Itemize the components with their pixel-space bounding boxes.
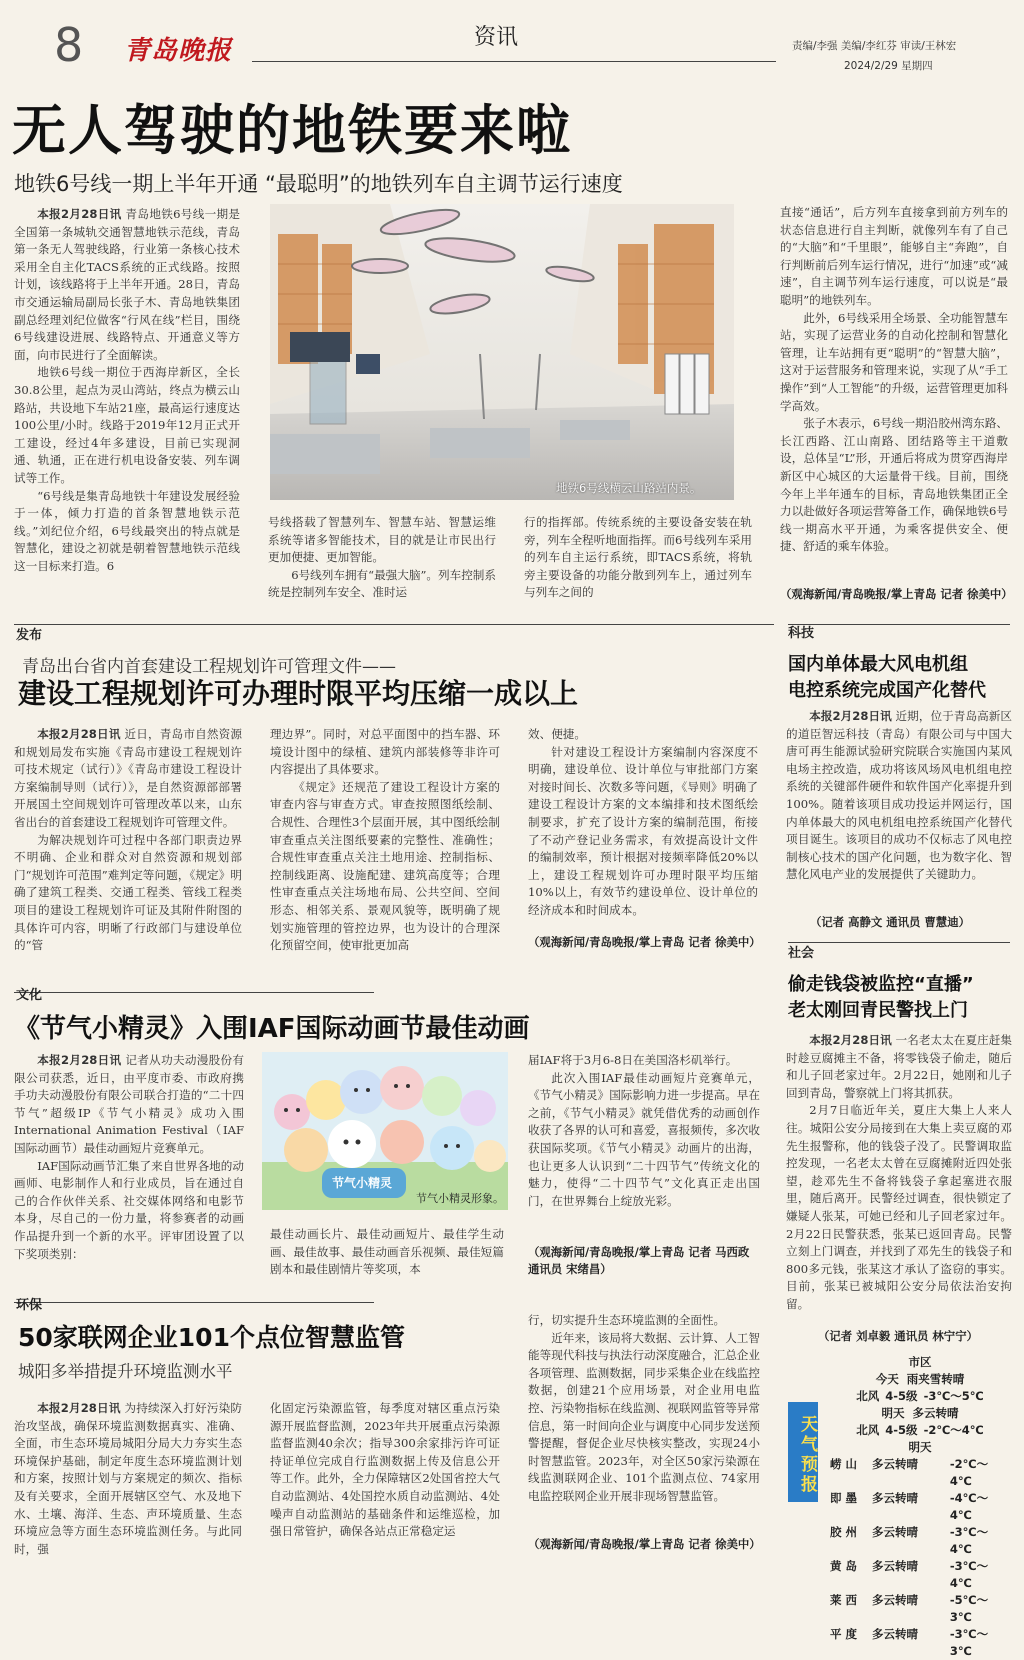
culture-column-2: 最佳动画长片、最佳动画短片、最佳学生动画、最佳故事、最佳动画音乐视频、最佳短篇剧本和最佳剧情片等奖项，本 — [270, 1227, 504, 1277]
society-headline-1: 偷走钱袋被监控“直播” — [788, 974, 974, 995]
weather-label: 天气预报 — [788, 1402, 818, 1502]
animation-logo: 节气小精灵 — [332, 1176, 393, 1190]
section-env: 环保 — [16, 1298, 43, 1313]
culture-photo-caption: 节气小精灵形象。 — [416, 1192, 504, 1205]
tech-headline-2: 电控系统完成国产化替代 — [788, 680, 986, 701]
tech-headline-1: 国内单体最大风电机组 — [788, 654, 968, 675]
lead-column-4: 直接“通话”，后方列车直接拿到前方列车的状态信息进行自主判断，就像列车有了自己的“大脑”和“千里眼”，能够自主“奔跑”，自行判断前后列车运行情况，进行“加速”或“减速”，自主调节列车运行速度，可以说是“最聪明”的地铁列车。 此外，6号线采用全场景、全功能智慧车站，实现了运营业务的自动化控制和智慧化管理，让车站拥有更“聪明”的“智慧大脑”，这对于运营服务和管理来说，实现了从“手工操作”到“人工智能”的升级，运营管理更加科学高效。 张子木表示，6号线一期沿胶州湾东路、长江西路、江山南路、团结路等主干道敷设，总体呈“L”形，开通后将成为贯穿西海岸新区中心城区的大运量骨干线。目前，围绕今年上半年通车的目标，青岛地铁集团正全力以赴做好各项运营筹备工作，确保地铁6号线一期高水平开通，为乘客提供安全、便捷、舒适的乘车体验。 — [780, 205, 1008, 554]
masthead-rule — [252, 61, 776, 62]
section-culture: 文化 — [16, 988, 43, 1003]
newspaper-logo: 青岛晚报 — [124, 36, 233, 66]
lead-subheadline: 地铁6号线一期上半年开通 “最聪明”的地铁列车自主调节运行速度 — [14, 172, 623, 196]
env-column-2: 化固定污染源监管，每季度对辖区重点污染源开展监督监测，2023年共开展重点污染源监督监测40余次；指导300余家排污许可证持证单位完成自行监测数据上传及信息公开等工作。此外，全力保障辖区2处国省控大气自动监测站、4处国控水质自动监测站、4处噪声自动监测站的基础条件和运维巡检，加强日常管护，确保各站点正常稳定运 — [270, 1401, 500, 1539]
env-credit: （观海新闻/青岛晚报/掌上青岛 记者 徐美中） — [528, 1537, 761, 1551]
society-credit: （记者 刘卓毅 通讯员 林宁宁） — [818, 1329, 978, 1343]
section-release: 发布 — [16, 628, 43, 643]
lead-column-1: 本报2月28日讯 青岛地铁6号线一期是全国第一条城轨交通智慧地铁示范线，青岛第一条无人驾驶线路，行业第一条核心技术采用全自主化TACS系统的正式线路。按照计划，该线路将于上半年开通。28日，青岛市交通运输局副局长张子木、青岛地铁集团副总经理刘纪位做客“行风在线”栏目，围绕6号线建设进展、线路特点、开通意义等方面，向市民进行了全面解读。 地铁6号线一期位于西海岸新区，全长30.8公里，起点为灵山湾站，终点为横云山路站，共设地下车站21座，最高运行速度达100公里/小时。线路于2019年12月正式开工建设，经过4年多建设，目前已实现洞通、轨通，正在进行机电设备安装、列车调试等工作。 “6号线是集青岛地铁十年建设发展经验于一体，倾力打造的首条智慧地铁示范线。”刘纪位介绍，6号线最突出的特点就是智慧化，建设之初就是朝着智慧地铁示范线这一目标来打造。6 — [14, 207, 240, 573]
culture-credit: （观海新闻/青岛晚报/掌上青岛 记者 马西政 通讯员 宋绪昌） — [528, 1245, 750, 1276]
env-column-1: 本报2月28日讯 为持续深入打好污染防治攻坚战，确保环境监测数据真实、准确、全面，市生态环境局城阳分局大力夯实生态环境保护基础，制定年度生态环境监测计划和方案，按照计划与方案规定的频次、指标及有关要求，全面开展辖区空气、水及地下水、土壤、海洋、生态、声环境质量、生态环境应急等方面生态环境监测任务。与此同时，强 — [14, 1401, 242, 1556]
date-line: 2024/2/29 星期四 — [844, 60, 933, 72]
society-body: 本报2月28日讯 一名老太太在夏庄赶集时趁豆腐摊主不备，将零钱袋子偷走，随后和儿子回老家过年。2月22日，她刚和儿子回到青岛，警察就上门将其抓获。 2月7日临近年关，夏庄大集上人来人往。城阳公安分局接到在大集上卖豆腐的邓先生报警称，他的钱袋子没了。民警调取监控发现，一名老太太曾在豆腐摊附近四处张望，趁邓先生不备将钱袋子拿起塞进衣服里，随后离开。民警经过调查，很快锁定了嫌疑人张某，可她已经和儿子回老家过年。2月22日民警获悉，张某已返回青岛。民警立刻上门调查，并找到了邓先生的钱袋子和800多元钱，张某这才承认了盗窃的事实。目前，张某已被城阳公安分局依法治安拘留。 — [786, 1033, 1012, 1311]
dateline: 本报2月28日讯 — [37, 207, 122, 221]
culture-column-1: 本报2月28日讯 记者从功夫动漫股份有限公司获悉，近日，由平度市委、市政府携手功夫动漫股份有限公司联合打造的“二十四节气”超级IP《节气小精灵》成功入围International Animation Festival（IAF国际动画节）最佳动画短片竞赛单元。 IAF国际动画节汇集了来自世界各地的动画师、电影制作人和行业成员，旨在通过自己的合作伙伴关系、社交媒体网络和电影节本身，尽自己的一份力量，将参赛者的动画作品提升到一个新的水平。评审团设置了以下奖项类别： — [14, 1053, 244, 1261]
weather-city-title: 市区 — [908, 1355, 932, 1369]
lead-headline: 无人驾驶的地铁要来啦 — [12, 99, 572, 162]
animation-photo — [262, 1052, 508, 1210]
env-kicker: 城阳多举措提升环境监测水平 — [18, 1362, 233, 1381]
weather-district-row: 胶 州 多云转晴 -3℃～4℃ — [830, 1525, 989, 1556]
tech-body: 本报2月28日讯 近期，位于青岛高新区的道臣智远科技（青岛）有限公司与中国大唐可再生能源试验研究院联合实施国内某风电场主控改造，成功将该风场风电机组电控系统的关键部件硬件和软件国产化率提升到100%。随着该项目成功投运并网运行，国内单体最大的风电机组电控系统国产化替代项目诞生。该项目的成功不仅标志了风电控制核心技术的国产化问题，也为数字化、智慧化风电产业的发展提供了关键助力。 — [786, 709, 1012, 882]
weather-district-row: 平 度 多云转晴 -3℃～3℃ — [830, 1627, 989, 1658]
tech-credit: （记者 高静文 通讯员 曹慧迪） — [810, 915, 970, 929]
culture-column-3: 届IAF将于3月6-8日在美国洛杉矶举行。 此次入围IAF最佳动画短片竞赛单元，《节气小精灵》国际影响力进一步提高。早在之前，《节气小精灵》就凭借优秀的动画创作收获了各界的认可和喜爱，喜报频传，多次收获国际奖项。《节气小精灵》动画片的出海，也让更多人认识到“二十四节气”传统文化的魅力，使得“二十四节气”文化真正走出国门，在世界舞台上绽放光彩。 — [528, 1053, 760, 1208]
weather-city-block: 市区 今天 雨夹雪转晴 北风 4-5级 -3℃～5℃ 明天 多云转晴 北风 4-5级 -2℃～4℃ 明天 — [856, 1355, 984, 1454]
lead-photo-caption: 地铁6号线横云山路站内景。 — [556, 481, 702, 495]
lead-column-3: 行的指挥部。传统系统的主要设备安装在轨旁，列车全程听地面指挥。而6号线列车采用的列车自主运行系统，即TACS系统，将轨旁主要设备的功能分散到列车上，通过列车与列车之间的 — [524, 515, 752, 600]
society-headline-2: 老太刚回青民警找上门 — [788, 1000, 968, 1021]
weather-district-row: 即 墨 多云转晴 -4℃～4℃ — [830, 1491, 989, 1522]
section-title: 资讯 — [474, 25, 519, 50]
metro-station-photo — [270, 204, 734, 500]
lead-credit: （观海新闻/青岛晚报/掌上青岛 记者 徐美中） — [780, 587, 1013, 601]
release-headline: 建设工程规划许可办理时限平均压缩一成以上 — [18, 677, 579, 710]
weather-district-row: 崂 山 多云转晴 -2℃～4℃ — [830, 1457, 989, 1488]
page-number: 8 — [54, 18, 84, 72]
weather-district-row: 莱 西 多云转晴 -5℃～3℃ — [830, 1593, 989, 1624]
weather-district-row: 黄 岛 多云转晴 -3℃～4℃ — [830, 1559, 989, 1590]
release-credit: （观海新闻/青岛晚报/掌上青岛 记者 徐美中） — [528, 935, 761, 949]
release-column-2: 理边界”。同时，对总平面图中的挡车器、环境设计图中的绿植、建筑内部装修等非许可内容提出了具体要求。 《规定》还规范了建设工程设计方案的审查内容与审查方式。审查按照图纸绘制、合规性、合理性3个层面开展，其中图纸绘制审查重点关注图纸要素的完整性、准确性；合规性审查重点关注土地用途、控制指标、控制线距离、设施配建、建筑高度等；合理性审查重点关注场地布局、公共空间、空间形态、相邻关系、景观风貌等，既明确了规划实施管理的管控边界，也为设计的合理深化预留空间，使审批更加高 — [270, 727, 500, 953]
editors-line: 责编/李强 美编/李红芬 审读/王林宏 — [792, 40, 957, 52]
env-column-3: 行，切实提升生态环境监测的全面性。 近年来，该局将大数据、云计算、人工智能等现代科技与执法行动深度融合，汇总企业各项管理、监测数据，同步采集企业在线监控数据，创建21个应用场景，对企业用电监控、污染物指标在线监测、视联网监管等异常信息，第一时间向企业与调度中心同步发送预警提醒，督促企业尽快核实整改，实现24小时智慧监管。2023年，对全区50家污染源在线监测联网企业、101个监测点位、74家用电监控联网企业开展非现场智慧监管。 — [528, 1313, 760, 1503]
lead-column-2: 号线搭载了智慧列车、智慧车站、智慧运维系统等诸多智能技术，目的就是让市民出行更加便捷、更加智能。 6号线列车拥有“最强大脑”。列车控制系统是控制列车安全、准时运 — [268, 515, 496, 600]
env-headline: 50家联网企业101个点位智慧监管 — [18, 1323, 405, 1352]
release-column-1: 本报2月28日讯 近日，青岛市自然资源和规划局发布实施《青岛市建设工程规划许可技术规定（试行）》《青岛市建设工程设计方案编制导则（试行）》，是自然资源部部署开展国土空间规划许可管理改革以来，山东省出台的首套建设工程规划许可管理文件。 为解决规划许可过程中各部门职责边界不明确、企业和群众对自然资源和规划部门“规划许可范围”难判定等问题，《规定》明确了建筑工程类、交通工程类、管线工程类项目的建设工程规划许可证及其附件附图的具体许可内容，明晰了行政部门与建设单位的“管 — [14, 727, 242, 953]
section-society: 社会 — [788, 946, 815, 961]
section-tech: 科技 — [788, 626, 815, 641]
release-column-3: 效、便捷。 针对建设工程设计方案编制内容深度不明确，建设单位、设计单位与审批部门方案对接时间长、次数多等问题，《导则》明确了建设工程设计方案的文本编排和技术图纸绘制要求，扩充了设计方案的编制范围，衔接了不动产登记业务需求，有效提高设计文件的编制效率，预计根据对接频率降低20%以上，建设工程规划许可办理时限平均压缩10%以上，有效节约建设单位、设计单位的经济成本和时间成本。 — [528, 727, 758, 917]
weather-district-list — [830, 1456, 1010, 1660]
culture-headline: 《节气小精灵》入围IAF国际动画节最佳动画 — [14, 1014, 530, 1044]
release-kicker: 青岛出台省内首套建设工程规划许可管理文件—— — [22, 657, 396, 677]
metro-station-illustration — [270, 204, 734, 500]
